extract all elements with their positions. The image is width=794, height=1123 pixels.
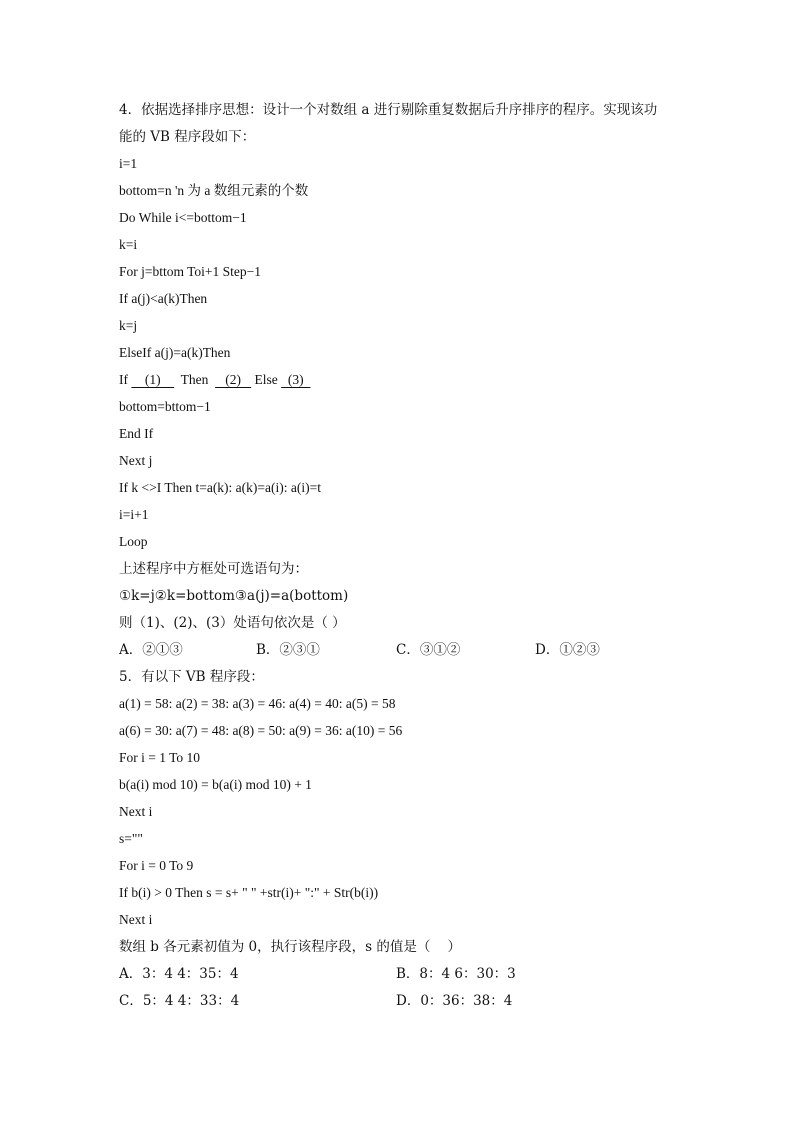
q5-title: 5．有以下 VB 程序段： <box>119 669 264 685</box>
q5-choice-b[interactable]: B．8：4 6：30：3 <box>396 966 516 982</box>
q5-code-line: a(6) = 30: a(7) = 48: a(8) = 50: a(9) = 36: a(10) = 56 <box>119 723 403 738</box>
q4-code-line: i=1 <box>119 156 138 171</box>
q4-code-line: Next j <box>119 453 153 468</box>
q4-choice-d[interactable]: D．①②③ <box>535 642 600 658</box>
q5-choice-c[interactable]: C．5：4 4：33：4 <box>119 993 240 1009</box>
q4-code-line: bottom=bttom−1 <box>119 399 211 414</box>
blank-1: (1) <box>131 372 175 387</box>
q5-code-line: Next i <box>119 912 153 927</box>
q5-code-line: a(1) = 58: a(2) = 38: a(3) = 46: a(4) = 40: a(5) = 58 <box>119 696 396 711</box>
q4-choice-c[interactable]: C．③①② <box>396 642 461 658</box>
q4-code-line: If a(j)<a(k)Then <box>119 291 208 306</box>
q5-choice-d[interactable]: D．0：36：38：4 <box>396 993 513 1009</box>
q4-question: 则（1)、(2)、(3）处语句依次是（ ） <box>119 615 346 631</box>
q4-code-line: End If <box>119 426 154 441</box>
q4-code-line: For j=bttom Toi+1 Step−1 <box>119 264 262 279</box>
q4-code-line: ElseIf a(j)=a(k)Then <box>119 345 231 360</box>
q4-intro-line-2: 能的 VB 程序段如下： <box>119 129 256 145</box>
q4-options-title: 上述程序中方框处可选语句为： <box>119 561 308 577</box>
q5-code-line: For i = 0 To 9 <box>119 858 194 873</box>
then-keyword: Then <box>174 372 216 387</box>
else-keyword: Else <box>251 372 282 387</box>
q5-code-line: If b(i) > 0 Then s = s+ " " +str(i)+ ":" + Str(b(i)) <box>119 885 379 900</box>
if-keyword: If <box>119 372 132 387</box>
q5-choice-a[interactable]: A．3：4 4：35：4 <box>119 966 239 982</box>
q4-code-line: k=i <box>119 237 138 252</box>
q4-code-line: Do While i<=bottom−1 <box>119 210 247 225</box>
q4-choice-b[interactable]: B．②③① <box>256 642 320 658</box>
q4-if-blank-line <box>119 368 310 392</box>
q4-code-line: k=j <box>119 318 138 333</box>
blank-2: (2) <box>215 372 252 387</box>
q4-code-line: Loop <box>119 534 148 549</box>
q5-code-line: b(a(i) mod 10) = b(a(i) mod 10) + 1 <box>119 777 312 792</box>
q4-code-line: bottom=n 'n 为 a 数组元素的个数 <box>119 183 309 198</box>
q4-code-line: i=i+1 <box>119 507 149 522</box>
q5-code-line: For i = 1 To 10 <box>119 750 201 765</box>
q5-question: 数组 b 各元素初值为 0，执行该程序段，s 的值是（ ） <box>119 939 461 955</box>
q5-code-line: Next i <box>119 804 153 819</box>
q4-choice-a[interactable]: A．②①③ <box>119 642 183 658</box>
q4-options-line: ①k=j②k=bottom③a(j)=a(bottom) <box>119 588 349 604</box>
q4-intro-line-1: 4．依据选择排序思想：设计一个对数组 a 进行剔除重复数据后升序排序的程序。实现该功 <box>119 102 658 118</box>
q4-code-line: If k <>I Then t=a(k): a(k)=a(i): a(i)=t <box>119 480 321 495</box>
q5-code-line: s="" <box>119 831 143 846</box>
blank-3: (3) <box>281 372 311 387</box>
